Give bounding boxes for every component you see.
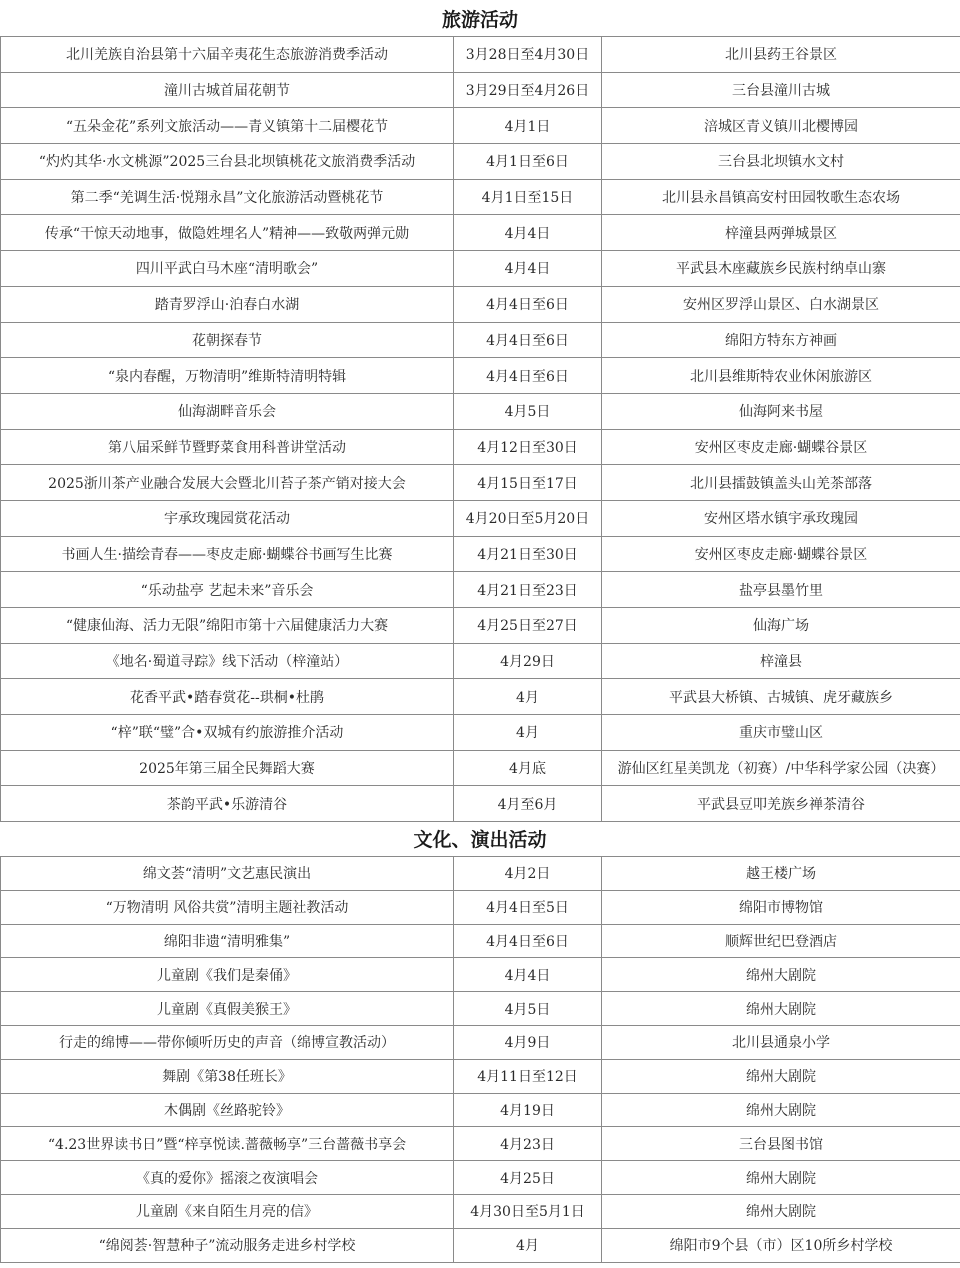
date-cell: 4月21日至23日 — [454, 572, 602, 608]
table-row — [1, 643, 960, 679]
activity-name-cell: 绵阳非遗“清明雅集” — [1, 924, 454, 958]
table-row — [1, 958, 960, 992]
location-cell: 重庆市璧山区 — [602, 715, 960, 751]
table-row — [1, 215, 960, 251]
table-row — [1, 286, 960, 322]
table-row — [1, 179, 960, 215]
location-cell: 三台县潼川古城 — [602, 72, 960, 108]
location-cell: 三台县北坝镇水文村 — [602, 144, 960, 180]
location-cell: 平武县大桥镇、古城镇、虎牙藏族乡 — [602, 679, 960, 715]
table-row — [1, 1228, 960, 1262]
table-row — [1, 465, 960, 501]
activity-name-cell: “五朵金花”系列文旅活动——青义镇第十二届樱花节 — [1, 108, 454, 144]
table-row — [1, 322, 960, 358]
activity-name-cell: 儿童剧《真假美猴王》 — [1, 992, 454, 1026]
location-cell: 平武县豆叩羌族乡禅茶清谷 — [602, 786, 960, 822]
location-cell: 绵阳方特东方神画 — [602, 322, 960, 358]
location-cell: 绵州大剧院 — [602, 1059, 960, 1093]
location-cell: 仙海广场 — [602, 608, 960, 644]
table-row — [1, 72, 960, 108]
activity-name-cell: “梓”联“璧”合•双城有约旅游推介活动 — [1, 715, 454, 751]
table-row — [1, 393, 960, 429]
activity-name-cell: 木偶剧《丝路驼铃》 — [1, 1093, 454, 1127]
location-cell: 梓潼县两弹城景区 — [602, 215, 960, 251]
activity-name-cell: “4.23世界读书日”暨“梓享悦读.蔷薇畅享”三台蔷薇书享会 — [1, 1127, 454, 1161]
location-cell: 安州区枣皮走廊·蝴蝶谷景区 — [602, 429, 960, 465]
activity-name-cell: “万物清明 风俗共赏”清明主题社教活动 — [1, 890, 454, 924]
date-cell: 4月25日 — [454, 1161, 602, 1195]
activity-name-cell: 《地名·蜀道寻踪》线下活动（梓潼站） — [1, 643, 454, 679]
date-cell: 4月23日 — [454, 1127, 602, 1161]
table-row — [1, 1161, 960, 1195]
activity-name-cell: 第八届采鲜节暨野菜食用科普讲堂活动 — [1, 429, 454, 465]
table-row — [1, 715, 960, 751]
activity-name-cell: 茶韵平武•乐游清谷 — [1, 786, 454, 822]
table-row — [1, 1025, 960, 1059]
activity-name-cell: 儿童剧《我们是秦俑》 — [1, 958, 454, 992]
date-cell: 4月至6月 — [454, 786, 602, 822]
table-row — [1, 679, 960, 715]
location-cell: 绵州大剧院 — [602, 1161, 960, 1195]
activity-name-cell: 第二季“羌调生活·悦翔永昌”文化旅游活动暨桃花节 — [1, 179, 454, 215]
date-cell: 3月29日至4月26日 — [454, 72, 602, 108]
date-cell: 4月20日至5月20日 — [454, 500, 602, 536]
table-row — [1, 1127, 960, 1161]
location-cell: 盐亭县墨竹里 — [602, 572, 960, 608]
date-cell: 4月 — [454, 715, 602, 751]
location-cell: 安州区塔水镇宇承玫瑰园 — [602, 500, 960, 536]
date-cell: 4月4日至6日 — [454, 286, 602, 322]
activity-name-cell: 书画人生·描绘青春——枣皮走廊·蝴蝶谷书画写生比赛 — [1, 536, 454, 572]
location-cell: 北川县永昌镇高安村田园牧歌生态农场 — [602, 179, 960, 215]
table-row — [1, 750, 960, 786]
section-title-tourism: 旅游活动 — [441, 9, 518, 31]
date-cell: 4月 — [454, 679, 602, 715]
activity-name-cell: 踏青罗浮山·泊春白水湖 — [1, 286, 454, 322]
location-cell: 北川县药王谷景区 — [602, 37, 960, 73]
location-cell: 三台县图书馆 — [602, 1127, 960, 1161]
table-row — [1, 429, 960, 465]
date-cell: 4月1日至15日 — [454, 179, 602, 215]
date-cell: 4月4日 — [454, 251, 602, 287]
location-cell: 北川县通泉小学 — [602, 1025, 960, 1059]
location-cell: 顺辉世纪巴登酒店 — [602, 924, 960, 958]
location-cell: 安州区枣皮走廊·蝴蝶谷景区 — [602, 536, 960, 572]
location-cell: 游仙区红星美凯龙（初赛）/中华科学家公园（决赛） — [602, 750, 960, 786]
activity-name-cell: 宇承玫瑰园赏花活动 — [1, 500, 454, 536]
date-cell: 4月25日至27日 — [454, 608, 602, 644]
date-cell: 4月9日 — [454, 1025, 602, 1059]
location-cell: 绵州大剧院 — [602, 992, 960, 1026]
table-row — [1, 992, 960, 1026]
location-cell: 越王楼广场 — [602, 857, 960, 891]
date-cell: 4月12日至30日 — [454, 429, 602, 465]
date-cell: 4月5日 — [454, 393, 602, 429]
location-cell: 北川县擂鼓镇盖头山羌茶部落 — [602, 465, 960, 501]
tourism-activities-table — [0, 36, 960, 822]
culture-table-body — [1, 857, 960, 1263]
activity-name-cell: 潼川古城首届花朝节 — [1, 72, 454, 108]
table-row — [1, 500, 960, 536]
culture-performance-table — [0, 856, 960, 1263]
section-title-culture: 文化、演出活动 — [413, 829, 547, 851]
activity-name-cell: 绵文荟“清明”文艺惠民演出 — [1, 857, 454, 891]
table-row — [1, 857, 960, 891]
location-cell: 绵州大剧院 — [602, 1194, 960, 1228]
date-cell: 4月4日至5日 — [454, 890, 602, 924]
date-cell: 4月30日至5月1日 — [454, 1194, 602, 1228]
table-row — [1, 786, 960, 822]
activity-name-cell: 2025浙川茶产业融合发展大会暨北川苔子茶产销对接大会 — [1, 465, 454, 501]
activity-name-cell: 四川平武白马木座“清明歌会” — [1, 251, 454, 287]
activity-name-cell: “灼灼其华·水文桃源”2025三台县北坝镇桃花文旅消费季活动 — [1, 144, 454, 180]
date-cell: 4月 — [454, 1228, 602, 1262]
activity-name-cell: 2025年第三届全民舞蹈大赛 — [1, 750, 454, 786]
activity-name-cell: 《真的爱你》摇滚之夜演唱会 — [1, 1161, 454, 1195]
activity-name-cell: 行走的绵博——带你倾听历史的声音（绵博宣教活动） — [1, 1025, 454, 1059]
date-cell: 4月4日 — [454, 958, 602, 992]
date-cell: 4月4日至6日 — [454, 358, 602, 394]
activity-name-cell: 仙海湖畔音乐会 — [1, 393, 454, 429]
location-cell: 平武县木座藏族乡民族村纳卓山寨 — [602, 251, 960, 287]
location-cell: 绵阳市9个县（市）区10所乡村学校 — [602, 1228, 960, 1262]
activity-name-cell: “泉内春醒，万物清明”维斯特清明特辑 — [1, 358, 454, 394]
date-cell: 4月4日 — [454, 215, 602, 251]
location-cell: 绵州大剧院 — [602, 1093, 960, 1127]
activity-name-cell: 传承“干惊天动地事，做隐姓埋名人”精神——致敬两弹元勋 — [1, 215, 454, 251]
date-cell: 4月21日至30日 — [454, 536, 602, 572]
date-cell: 4月29日 — [454, 643, 602, 679]
table-row — [1, 608, 960, 644]
location-cell: 梓潼县 — [602, 643, 960, 679]
activity-name-cell: 儿童剧《来自陌生月亮的信》 — [1, 1194, 454, 1228]
table-row — [1, 572, 960, 608]
date-cell: 3月28日至4月30日 — [454, 37, 602, 73]
activity-name-cell: “乐动盐亭 艺起未来”音乐会 — [1, 572, 454, 608]
activity-name-cell: 花香平武•踏春赏花--珙桐•杜鹃 — [1, 679, 454, 715]
tourism-table-body — [1, 37, 960, 822]
location-cell: 涪城区青义镇川北樱博园 — [602, 108, 960, 144]
activity-name-cell: 舞剧《第38任班长》 — [1, 1059, 454, 1093]
date-cell: 4月1日 — [454, 108, 602, 144]
activity-name-cell: 北川羌族自治县第十六届辛夷花生态旅游消费季活动 — [1, 37, 454, 73]
table-row — [1, 1059, 960, 1093]
table-row — [1, 536, 960, 572]
table-row — [1, 358, 960, 394]
table-row — [1, 924, 960, 958]
date-cell: 4月2日 — [454, 857, 602, 891]
date-cell: 4月4日至6日 — [454, 924, 602, 958]
activity-name-cell: “健康仙海、活力无限”绵阳市第十六届健康活力大赛 — [1, 608, 454, 644]
table-row — [1, 1093, 960, 1127]
date-cell: 4月15日至17日 — [454, 465, 602, 501]
date-cell: 4月底 — [454, 750, 602, 786]
date-cell: 4月11日至12日 — [454, 1059, 602, 1093]
activity-name-cell: “绵阅荟·智慧种子”流动服务走进乡村学校 — [1, 1228, 454, 1262]
table-row — [1, 1194, 960, 1228]
table-row — [1, 37, 960, 73]
location-cell: 北川县维斯特农业休闲旅游区 — [602, 358, 960, 394]
date-cell: 4月1日至6日 — [454, 144, 602, 180]
table-row — [1, 251, 960, 287]
date-cell: 4月19日 — [454, 1093, 602, 1127]
activity-name-cell: 花朝探春节 — [1, 322, 454, 358]
table-row — [1, 108, 960, 144]
date-cell: 4月5日 — [454, 992, 602, 1026]
location-cell: 绵州大剧院 — [602, 958, 960, 992]
location-cell: 绵阳市博物馆 — [602, 890, 960, 924]
date-cell: 4月4日至6日 — [454, 322, 602, 358]
location-cell: 安州区罗浮山景区、白水湖景区 — [602, 286, 960, 322]
location-cell: 仙海阿来书屋 — [602, 393, 960, 429]
table-row — [1, 890, 960, 924]
table-row — [1, 144, 960, 180]
